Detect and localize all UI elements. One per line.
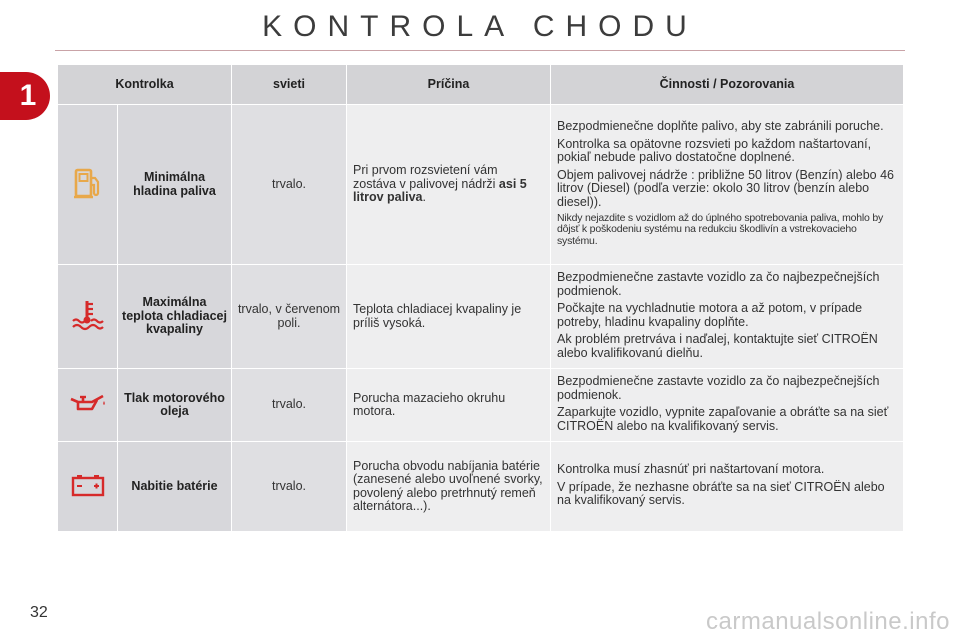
- action-text: Objem palivovej nádrže : približne 50 litrov (Benzín) alebo 46 litrov (Diesel) (podľa verzie: okolo 30 litrov (benzín alebo diesel)).: [557, 167, 894, 209]
- icon-cell: [58, 105, 118, 265]
- light-actions: [551, 105, 904, 265]
- page-number: 32: [30, 604, 48, 621]
- coolant-temperature-icon: [71, 299, 105, 331]
- light-actions: [551, 369, 904, 442]
- light-cause: Teplota chladiacej kvapaliny je príliš vysoká.: [347, 265, 551, 369]
- action-text: Bezpodmienečne zastavte vozidlo za čo najbezpečnejších podmienok.: [557, 374, 880, 402]
- fuel-pump-icon: [73, 166, 103, 200]
- action-note: Nikdy nejazdite s vozidlom až do úplného spotrebovania paliva, mohlo by dôjsť k poškodeniu systému na redukciu škodlivín a vstrekovacieho systému.: [557, 212, 884, 247]
- oil-pressure-icon: [69, 393, 107, 413]
- battery-icon: [71, 473, 105, 497]
- light-cause: Porucha obvodu nabíjania batérie (zanesené alebo uvoľnené svorky, povolený alebo pretrhnutý remeň alternátora...).: [347, 442, 551, 532]
- action-text: Počkajte na vychladnutie motora a až potom, v prípade potreby, hladinu kvapaliny doplňte.: [557, 301, 863, 329]
- header-pricina: Príčina: [347, 65, 551, 105]
- table-row: [58, 442, 904, 532]
- table-row: [58, 105, 904, 265]
- icon-cell: [58, 369, 118, 442]
- cause-bold: asi 5 litrov paliva: [353, 176, 527, 205]
- header-svieti: svieti: [232, 65, 347, 105]
- table-row: [58, 265, 904, 369]
- action-text: Bezpodmienečne doplňte palivo, aby ste zabránili poruche.: [557, 119, 884, 133]
- watermark: carmanualsonline.info: [706, 608, 950, 635]
- light-actions: [551, 265, 904, 369]
- table-row: [58, 369, 904, 442]
- action-text: Zaparkujte vozidlo, vypnite zapaľovanie a obráťte sa na sieť CITROËN alebo na kvalifikovaný servis.: [557, 405, 889, 433]
- light-name: Maximálna teplota chladiacej kvapaliny: [118, 265, 232, 369]
- light-state: trvalo, v červenom poli.: [232, 265, 347, 369]
- icon-cell: [58, 442, 118, 532]
- warning-lights-table: [57, 64, 904, 532]
- action-text: Kontrolka sa opätovne rozsvieti po každom naštartovaní, pokiaľ nebude palivo dostatočne doplnené.: [557, 136, 872, 164]
- header-cinnosti: Činnosti / Pozorovania: [551, 65, 904, 105]
- table-header-row: [58, 65, 904, 105]
- chapter-tab: 1: [0, 72, 50, 120]
- light-actions: [551, 442, 904, 532]
- action-text: V prípade, že nezhasne obráťte sa na sieť CITROËN alebo na kvalifikovaný servis.: [557, 479, 885, 508]
- title-divider: [55, 50, 905, 51]
- action-text: Bezpodmienečne zastavte vozidlo za čo najbezpečnejších podmienok.: [557, 270, 880, 298]
- light-state: trvalo.: [232, 105, 347, 265]
- light-name: Tlak motorového oleja: [118, 369, 232, 442]
- light-state: trvalo.: [232, 442, 347, 532]
- cause-end: .: [422, 190, 426, 205]
- light-cause: [347, 105, 551, 265]
- light-cause: Porucha mazacieho okruhu motora.: [347, 369, 551, 442]
- cause-text: Pri prvom rozsvietení vám zostáva v palivovej nádrži: [353, 163, 498, 191]
- page-title: KONTROLA CHODU: [262, 10, 698, 43]
- header-kontrolka: Kontrolka: [58, 65, 232, 105]
- light-name: Minimálna hladina paliva: [118, 105, 232, 265]
- action-text: Kontrolka musí zhasnúť pri naštartovaní motora.: [557, 462, 825, 477]
- icon-cell: [58, 265, 118, 369]
- light-state: trvalo.: [232, 369, 347, 442]
- light-name: Nabitie batérie: [118, 442, 232, 532]
- action-text: Ak problém pretrváva i naďalej, kontaktujte sieť CITROËN alebo kvalifikovanú dielňu.: [557, 332, 878, 360]
